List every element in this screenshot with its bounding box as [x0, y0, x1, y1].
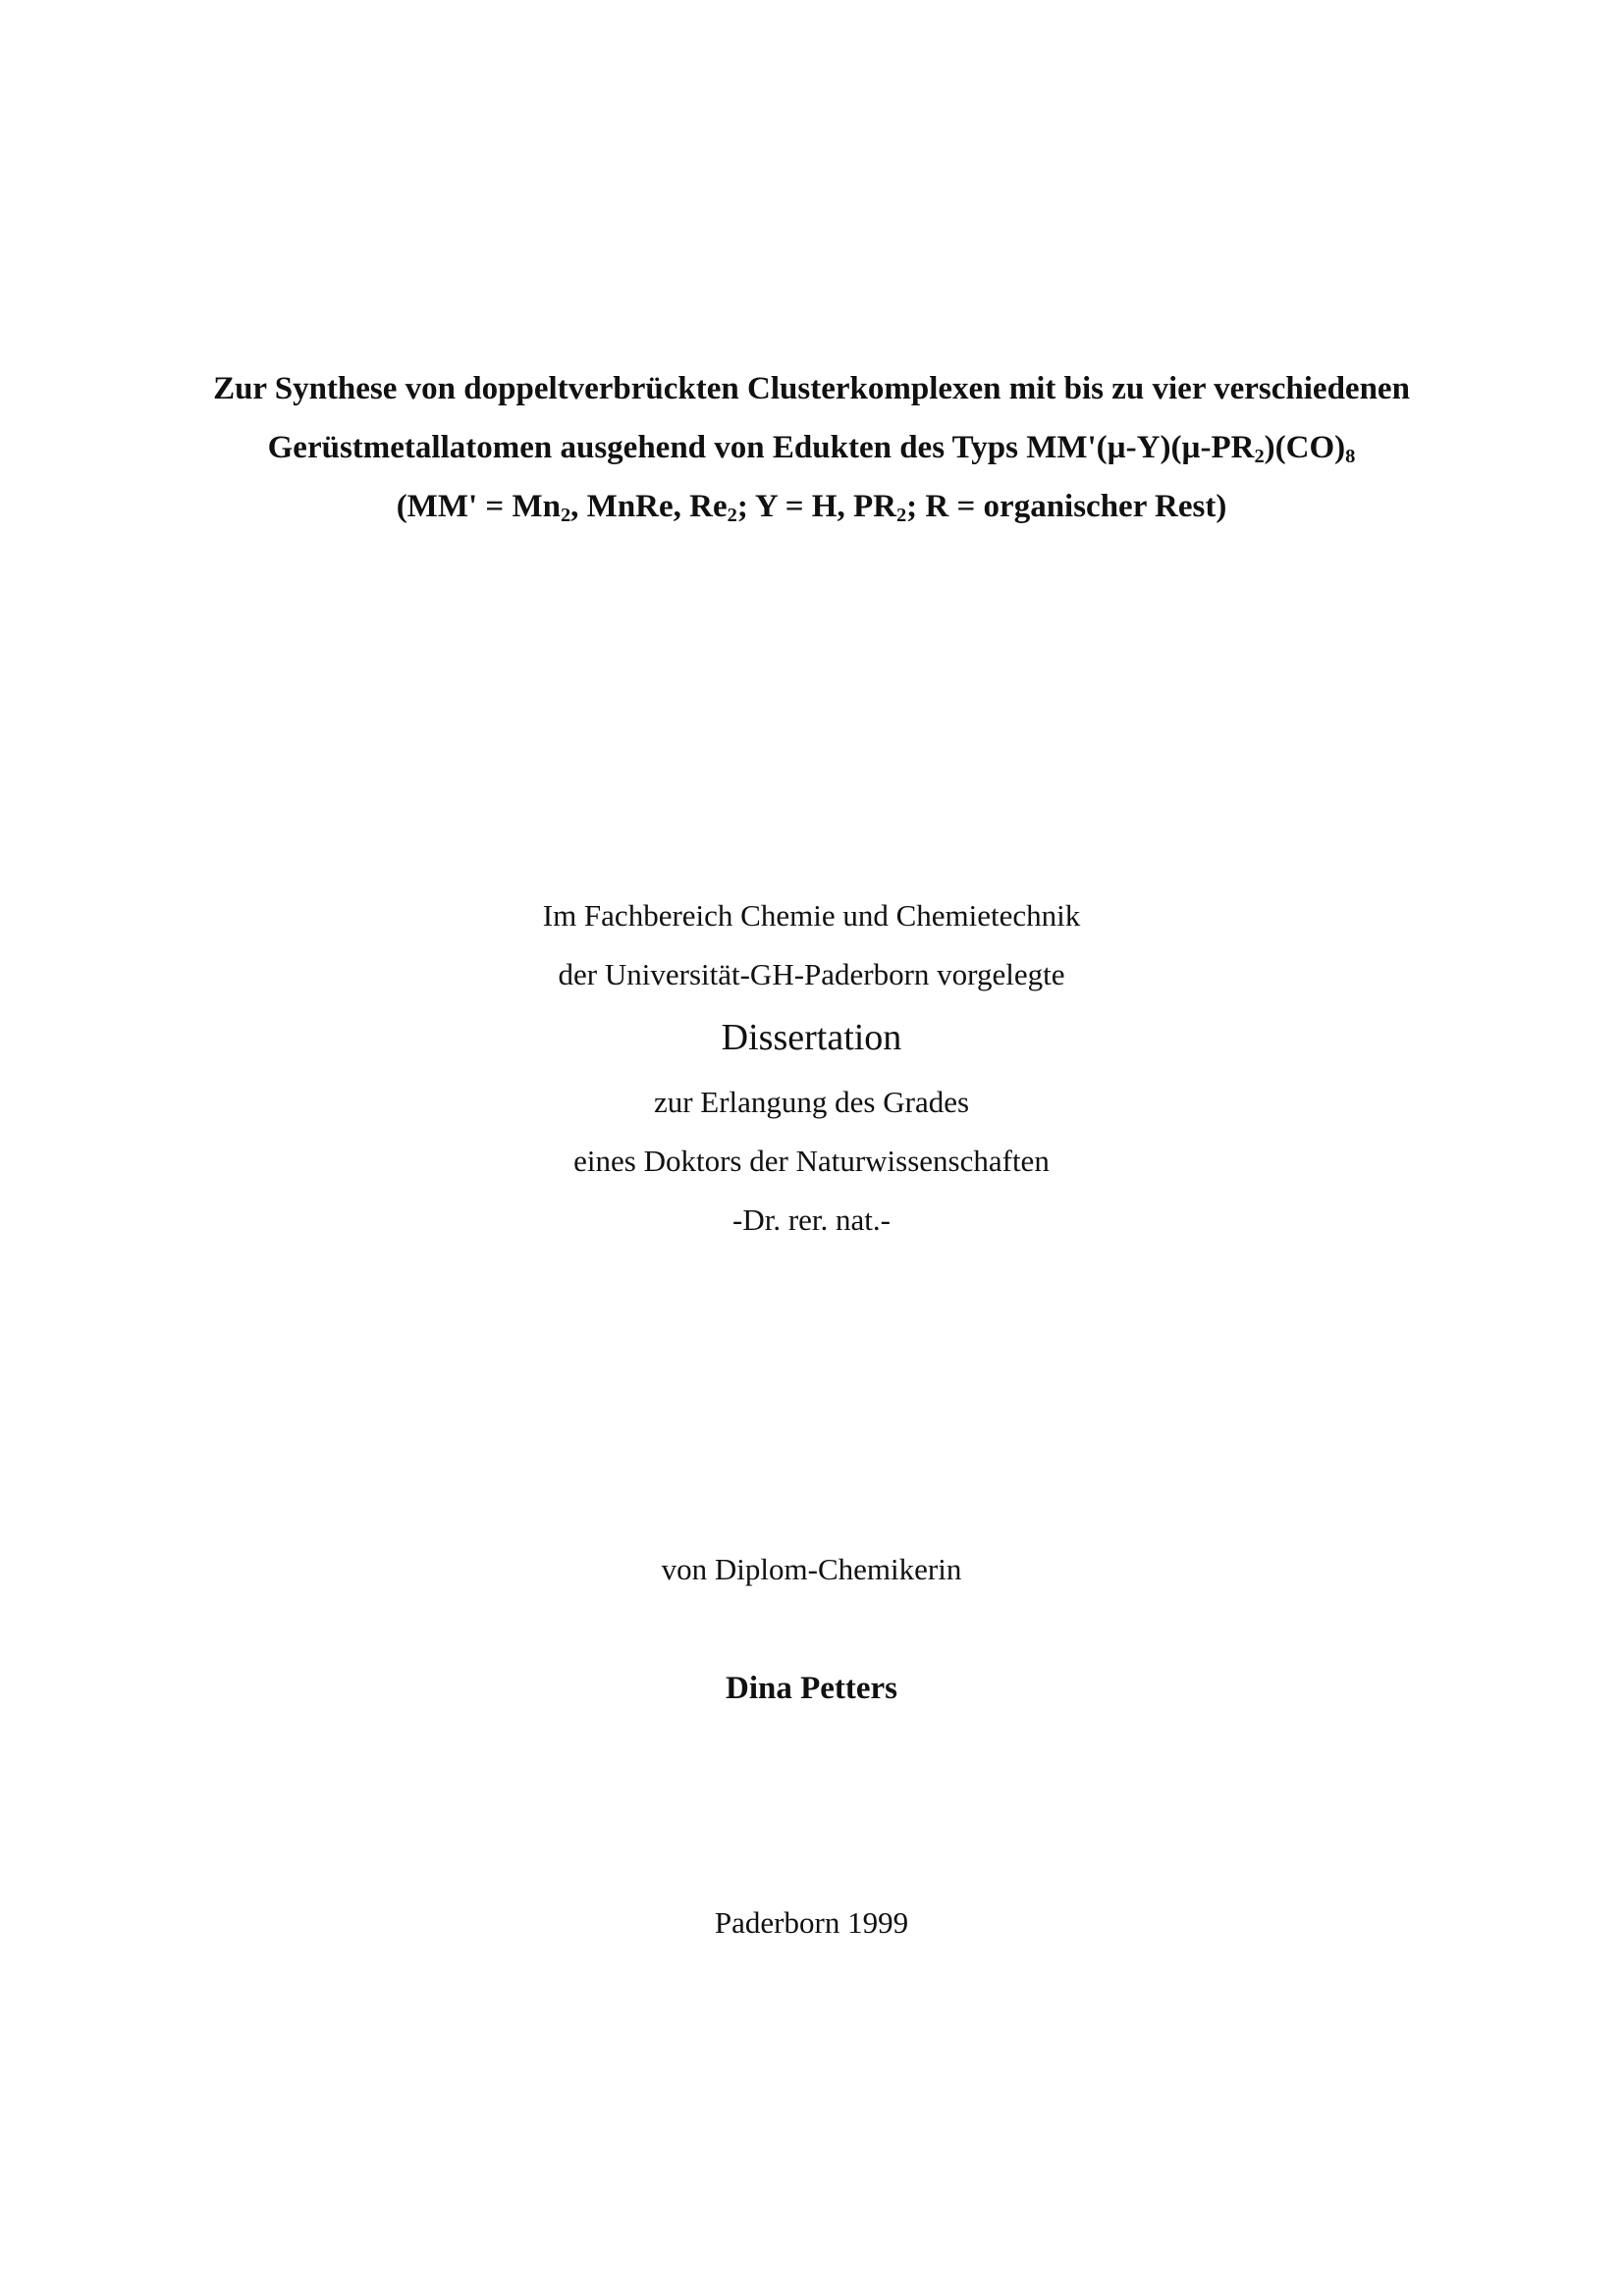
title-line-3-subscript-a: 2 [560, 505, 571, 527]
university-line: der Universität-GH-Paderborn vorgelegte [558, 957, 1065, 991]
title-line-3-subscript-c: 2 [895, 505, 907, 527]
title-line-3-text-a: (MM' = Mn [396, 489, 561, 524]
title-line-3-text-b: , MnRe, Re [570, 489, 728, 524]
dissertation-heading: Dissertation [721, 1017, 902, 1058]
degree-abbreviation-line: -Dr. rer. nat.- [732, 1202, 891, 1237]
title-line-2 [0, 428, 1623, 467]
faculty-line: Im Fachbereich Chemie und Chemietechnik [542, 898, 1081, 933]
degree-purpose-line: zur Erlangung des Grades [653, 1085, 970, 1119]
title-line-3 [0, 487, 1623, 526]
title-line-2-text: Gerüstmetallatomen ausgehend von Edukten des Typs MM'(µ-Y)(µ-PR [267, 430, 1255, 465]
author-prefix: von Diplom-Chemikerin [661, 1552, 962, 1586]
author-name: Dina Petters [725, 1671, 898, 1706]
title-line-3-text-c: ; Y = H, PR [736, 489, 896, 524]
title-line-1: Zur Synthese von doppeltverbrückten Clusterkomplexen mit bis zu vier verschiedenen [213, 371, 1410, 406]
title-line-3-text-d: ; R = organischer Rest) [906, 489, 1227, 524]
degree-name-line: eines Doktors der Naturwissenschaften [573, 1144, 1050, 1178]
title-line-2-subscript-b: 8 [1345, 446, 1356, 468]
title-line-2-subscript: 2 [1254, 446, 1265, 468]
title-line-2-text-b: )(CO) [1264, 430, 1346, 465]
place-year: Paderborn 1999 [714, 1905, 909, 1940]
title-line-3-subscript-b: 2 [727, 505, 737, 527]
